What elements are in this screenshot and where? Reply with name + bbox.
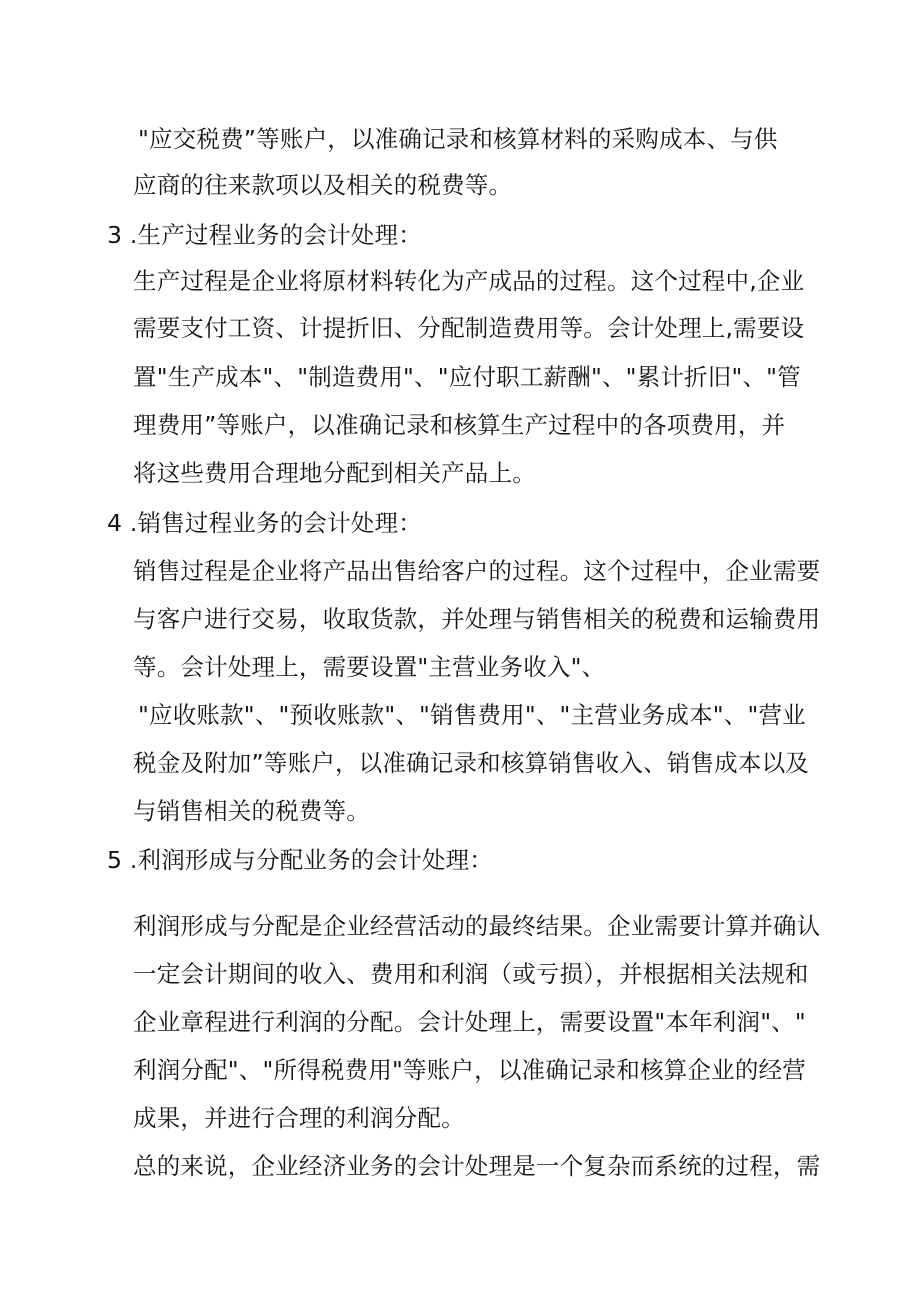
text-line-14: 利润形成与分配是企业经营活动的最终结果。企业需要计算并确认 bbox=[133, 912, 821, 940]
text-line-11: "应收账款"、"预收账款"、"销售费用"、"主营业务成本"、"营业 bbox=[138, 701, 806, 729]
text-line-5: 置"生产成本"、"制造费用"、"应付职工薪酬"、"累计折旧"、"管 bbox=[133, 363, 801, 391]
text-line-13: 与销售相关的税费等。 bbox=[133, 797, 370, 825]
text-line-19: 总的来说，企业经济业务的会计处理是一个复杂而系统的过程，需 bbox=[133, 1152, 821, 1180]
text-line-18: 成果，并进行合理的利润分配。 bbox=[133, 1104, 465, 1132]
text-line-10: 等。会计处理上，需要设置"主营业务收入"、 bbox=[133, 653, 606, 681]
section-heading-3: 3 .生产过程业务的会计处理： bbox=[107, 221, 422, 249]
text-line-4: 需要支付工资、计提折旧、分配制造费用等。会计处理上,需要设 bbox=[133, 314, 805, 342]
text-line-9: 与客户进行交易，收取货款，并处理与销售相关的税费和运输费用 bbox=[133, 605, 821, 633]
text-line-3: 生产过程是企业将原材料转化为产成品的过程。这个过程中,企业 bbox=[133, 267, 805, 295]
text-line-6: 理费用”等账户，以准确记录和核算生产过程中的各项费用，并 bbox=[133, 411, 786, 439]
section-heading-4: 4 .销售过程业务的会计处理： bbox=[107, 509, 422, 537]
text-line-16: 企业章程进行利润的分配。会计处理上，需要设置"本年利润"、" bbox=[133, 1008, 806, 1036]
text-line-17: 利润分配"、"所得税费用"等账户，以准确记录和核算企业的经营 bbox=[133, 1056, 806, 1084]
text-line-8: 销售过程是企业将产品出售给客户的过程。这个过程中，企业需要 bbox=[133, 557, 821, 585]
text-line-15: 一定会计期间的收入、费用和利润（或亏损），并根据相关法规和 bbox=[133, 960, 809, 988]
text-line-7: 将这些费用合理地分配到相关产品上。 bbox=[133, 459, 536, 487]
section-heading-5: 5 .利润形成与分配业务的会计处理： bbox=[107, 846, 493, 874]
text-line-1: "应交税费”等账户，以准确记录和核算材料的采购成本、与供 bbox=[138, 125, 778, 153]
text-line-12: 税金及附加”等账户，以准确记录和核算销售收入、销售成本以及 bbox=[133, 749, 809, 777]
text-line-2: 应商的往来款项以及相关的税费等。 bbox=[133, 171, 513, 199]
